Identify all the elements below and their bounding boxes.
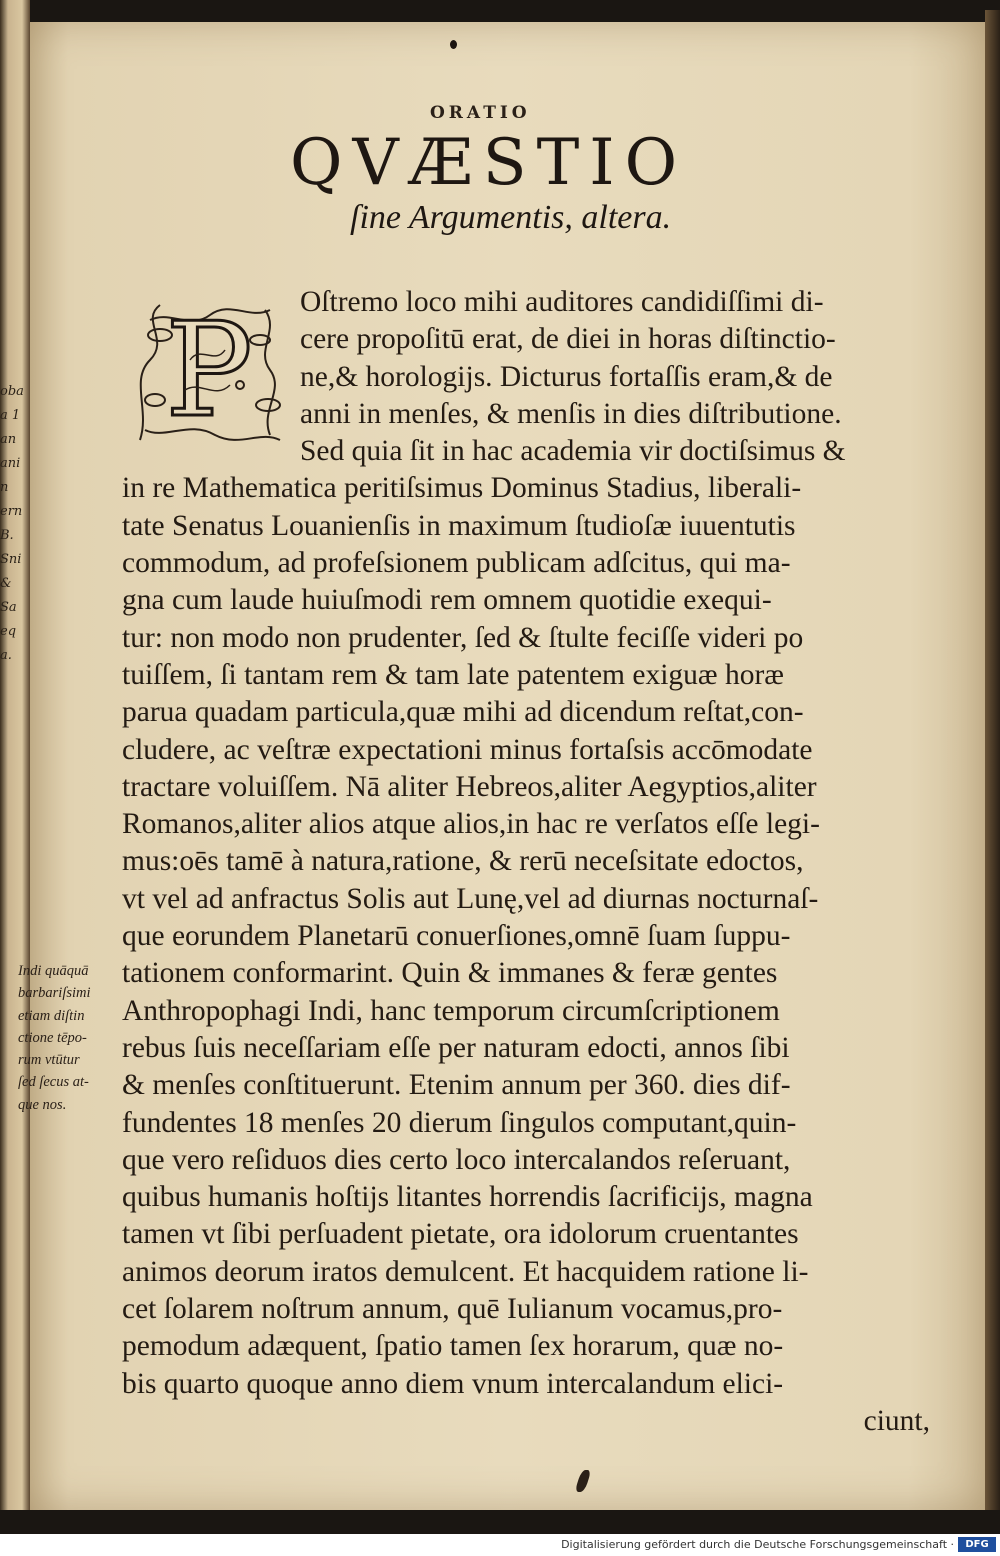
body-line: mus:oēs tamē à natura,ratione, & rerū neceſsitate edoctos, xyxy=(122,845,804,878)
body-line: rebus ſuis neceſſariam eſſe per naturam edocti, annos ſibi xyxy=(122,1031,790,1064)
fragment: & xyxy=(0,576,12,591)
marginal-line: que nos. xyxy=(18,1096,67,1113)
left-page-fragments xyxy=(0,380,26,668)
page-title: QVÆSTIO xyxy=(290,126,688,200)
body-line: tamen vt ſibi perſuadent pietate, ora idolorum cruentantes xyxy=(122,1218,799,1251)
marginal-note xyxy=(18,960,128,1116)
body-line: tationem conformarint. Quin & immanes & feræ gentes xyxy=(122,957,778,990)
drop-cap-letter: P xyxy=(165,294,253,446)
fragment: eq xyxy=(0,624,17,639)
body-line: cere propoſitū erat, de diei in horas diſtinctio- xyxy=(300,323,836,356)
body-line: Oſtremo loco mihi auditores candidiſſimi di- xyxy=(300,286,824,318)
body-line: in re Mathematica peritiſsimus Dominus Stadius, liberali- xyxy=(122,472,802,505)
marginal-line: barbariſsimi xyxy=(18,985,91,1002)
fragment: n xyxy=(0,480,9,495)
page-subtitle: ſine Argumentis, altera. xyxy=(350,199,672,236)
fragment: ani xyxy=(0,456,21,471)
body-line: quibus humanis hoſtijs litantes horrendis ſacrificijs, magna xyxy=(122,1181,813,1214)
page-edge-shadow xyxy=(985,10,1000,1510)
body-line: tractare voluiſſem. Nā aliter Hebreos,aliter Aegyptios,aliter xyxy=(122,770,817,803)
body-text xyxy=(122,284,942,1440)
body-line: commodum, ad profeſsionem publicam adſcitus, qui ma- xyxy=(122,547,791,580)
body-line: que eorundem Planetarū conuerſiones,omnē ſuam ſuppu- xyxy=(122,920,791,953)
body-line: parua quadam particula,quæ mihi ad dicendum reſtat,con- xyxy=(122,696,804,729)
body-line: cet ſolarem noſtrum annum, quē Iulianum vocamus,pro- xyxy=(122,1293,783,1326)
fragment: Sa xyxy=(0,600,17,615)
body-line: que vero reſiduos dies certo loco intercalandos reſeruant, xyxy=(122,1143,791,1176)
fragment: oba xyxy=(0,384,24,399)
dfg-logo[interactable]: DFG xyxy=(958,1537,996,1552)
catchword: ciunt, xyxy=(863,1404,930,1437)
fragment: a. xyxy=(0,648,12,663)
marginal-line: etiam diſtin xyxy=(18,1007,85,1024)
body-line: tate Senatus Louanienſis in maximum ſtudioſæ iuuentutis xyxy=(122,509,796,542)
fragment: ern xyxy=(0,504,23,519)
body-line: anni in menſes, & menſis in dies diſtributione. xyxy=(300,397,842,430)
body-line: Sed quia ſit in hac academia vir doctiſsimus & xyxy=(300,435,846,468)
body-line: tuiſſem, ſi tantam rem & tam late patentem exiguæ horæ xyxy=(122,658,784,691)
body-line: vt vel ad anfractus Solis aut Lunę,vel ad diurnas nocturnaſ- xyxy=(122,882,819,915)
fragment: a 1 xyxy=(0,408,21,423)
marginal-line: ſed ſecus at- xyxy=(18,1074,89,1091)
fragment: an xyxy=(0,432,17,447)
running-head: ORATIO xyxy=(430,103,531,123)
body-line: Romanos,aliter alios atque alios,in hac re verſatos eſſe legi- xyxy=(122,808,820,841)
body-line: gna cum laude huiuſmodi rem omnem quotidie exequi- xyxy=(122,584,772,617)
body-line: Anthropophagi Indi, hanc temporum circumſcriptionem xyxy=(122,994,780,1027)
marginal-line: Indi quāquā xyxy=(18,963,89,979)
funding-credit: Digitalisierung gefördert durch die Deutsche Forschungsgemeinschaft · xyxy=(561,1538,954,1551)
fragment: Sni xyxy=(0,552,22,567)
body-line: animos deorum iratos demulcent. Et hacquidem ratione li- xyxy=(122,1255,809,1288)
body-line: fundentes 18 menſes 20 dierum ſingulos computant,quin- xyxy=(122,1106,797,1139)
body-line: tur: non modo non prudenter, ſed & ſtulte feciſſe videri po xyxy=(122,621,804,654)
marginal-line: rum vtūtur xyxy=(18,1052,80,1069)
ink-dot xyxy=(450,40,457,49)
fragment: B. xyxy=(0,528,14,543)
body-line: cludere, ac veſtræ expectationi minus fortaſsis accōmodate xyxy=(122,733,813,766)
marginal-line: ctione tēpo- xyxy=(18,1029,87,1046)
left-page-edge xyxy=(0,0,30,1510)
credit-bar xyxy=(0,1534,1000,1556)
body-line: pemodum adæquent, ſpatio tamen ſex horarum, quæ no- xyxy=(122,1330,784,1363)
body-line: & menſes conſtituerunt. Etenim annum per 360. dies dif- xyxy=(122,1069,791,1102)
body-line: bis quarto quoque anno diem vnum intercalandum elici- xyxy=(122,1367,784,1400)
body-line: ne,& horologijs. Dicturus fortaſſis eram,& de xyxy=(300,360,833,393)
